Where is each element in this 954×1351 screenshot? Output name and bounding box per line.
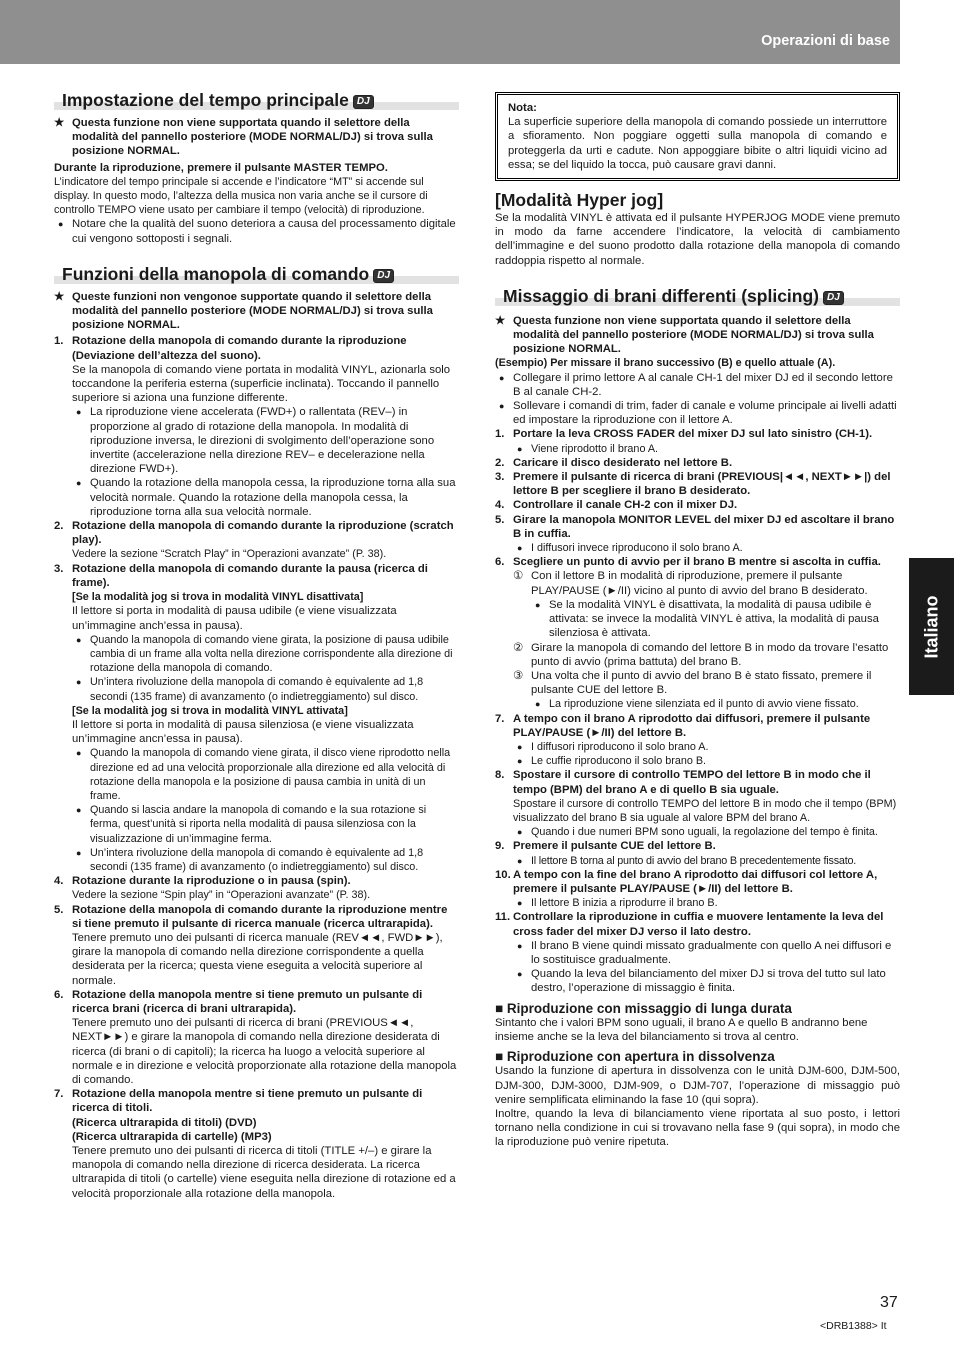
- step-8: 8. Spostare il cursore di controllo TEMPO del lettore B in modo che il tempo (BPM) del brano A e di quello B sia uguale.: [495, 769, 871, 796]
- subheading: (Ricerca ultrarapida di titoli) (DVD): [72, 1116, 257, 1129]
- paragraph: Sintanto che i valori BPM sono uguali, il brano A e quello B andranno bene insieme anche se la leva del bilanciamento si trova al centro.: [495, 1016, 868, 1043]
- paragraph: Se la manopola di comando viene portata in modalità VINYL, azionarla solo toccandone la periferia esterna (superficie inclinata). Toccando il pannello superiore si aziona una funzione differente.: [72, 363, 451, 405]
- bullet: ● La riproduzione viene silenziata ed il punto di avvio viene fissato.: [495, 697, 900, 711]
- paragraph: L’indicatore del tempo principale si accende e l’indicatore “MT” si accende sul display. In questo modo, l’altezza della musica non varia anche se il cursore di controllo TEMPO viene usato per cambiare il tempo (velocità) di riproduzione.: [54, 175, 428, 217]
- dj-mode-icon: DJ: [823, 291, 844, 305]
- paragraph: Inoltre, quando la leva di bilanciamento viene riportata al suo posto, i lettori tornano nella condizione in cui si trovavano nella fase 9 (qui sopra), in modo che la riproduzione può venire ripetuta.: [495, 1108, 900, 1149]
- bullet: ● Quando la manopola di comando viene girata, il disco viene riprodotto nella direzione ed ad una velocità proporzionale alla direzione ed alla velocità di rotazione della manopola e la posizione di pausa cambia in unità di un frame.: [54, 746, 459, 803]
- right-column: [495, 92, 900, 1150]
- bullet: ● Quando si lascia andare la manopola di comando e la sua rotazione si ferma, quest’unità si riporta nella modalità di pausa silenziosa con la visualizzazione di un’immagine ferma.: [54, 803, 459, 846]
- paragraph: Tenere premuto uno dei pulsanti di ricerca di titoli (TITLE +/–) e girare la manopola di comando nella direzione di ricerca desiderata. La ricerca ultrarapida di titoli (o cartelle) viene eseguita nella direzione di rotazione ed a velocità proporzionale alla rotazione della manopola.: [72, 1145, 456, 1200]
- subheading-long-mix: ■ Riproduzione con missaggio di lunga durata: [495, 1002, 900, 1016]
- paragraph: Tenere premuto uno dei pulsanti di ricerca di brani (PREVIOUS◄◄, NEXT►►) e girare la manopola di comando nella direzione desiderata di ricerca (di brani o di capitoli); la ricerca ha luogo a velocità superiore al normale e in direzione e velocità proporzionate alla rotazione della manopola di comando.: [72, 1017, 457, 1086]
- page-number: 37: [880, 1294, 898, 1311]
- subheading: (Ricerca ultrarapida di cartelle) (MP3): [72, 1130, 272, 1143]
- substep-3: ③ Una volta che il punto di avvio del brano B è stato fissato, premere il pulsante CUE del lettore B.: [513, 669, 872, 697]
- section-title: Operazioni di base: [761, 33, 890, 49]
- bullet: ● Viene riprodotto il brano A.: [495, 442, 900, 456]
- bullet: ● Notare che la qualità del suono deteriora a causa del processamento digitale cui vengono sottoposti i segnali.: [54, 217, 459, 245]
- step-5: 5. Girare la manopola MONITOR LEVEL del mixer DJ ed ascoltare il brano B in cuffia.: [495, 513, 895, 540]
- bullet: ● Un’intera rivoluzione della manopola di comando è equivalente ad 1,8 secondi (135 frame) di avanzamento (o indietreggiamento) sul disco.: [54, 846, 459, 874]
- step-2: 2. Caricare il disco desiderato nel lettore B.: [495, 456, 733, 469]
- bullet: ● Quando la rotazione della manopola cessa, la riproduzione torna alla sua velocità normale. Quando la rotazione della manopola cessa, la riproduzione torna alla sua velocità normale.: [54, 476, 459, 519]
- paragraph: Se la modalità VINYL è attivata ed il pulsante HYPERJOG MODE viene premuto in modo da farne accendere l’indicatore, la velocità di cambiamento dell’immagine e del suono prodotto dalla rotazione della manopola di comando raddoppia rispetto al normale.: [495, 212, 900, 267]
- bullet: ● Il lettore B inizia a riprodurre il brano B.: [495, 896, 900, 910]
- dj-mode-icon: DJ: [353, 95, 374, 109]
- step-2: 2. Rotazione della manopola di comando durante la riproduzione (scratch play).: [54, 520, 454, 547]
- bullet: ● La riproduzione viene accelerata (FWD+) o rallentata (REV–) in proporzione al grado di rotazione della manopola. In modalità di riproduzione inversa, le direzioni di svolgimento dell’operazione sono invertite (accelerazione nella direzione REV– e decelerazione nella direzione FWD+).: [54, 405, 459, 476]
- header-bar: [0, 0, 900, 64]
- step-5: 5. Rotazione della manopola di comando durante la riproduzione mentre si tiene premuto il pulsante di ricerca manuale (ricerca ultrarapida).: [54, 903, 448, 930]
- bullet: ● Il brano B viene quindi missato gradualmente con quello A nei diffusori e lo sostituisce gradualmente.: [495, 939, 900, 967]
- subheading: [Se la modalità jog si trova in modalità VINYL disattivata]: [72, 591, 364, 604]
- left-column: [54, 86, 459, 1201]
- bullet: ● Se la modalità VINYL è disattivata, la modalità di pausa udibile è attivata: se invece la modalità VINYL è attiva, la modalità di pausa silenziosa è attivata.: [495, 598, 900, 641]
- step-7: 7. Rotazione della manopola mentre si tiene premuto un pulsante di ricerca di titoli.: [54, 1088, 423, 1115]
- note-star: ★ Queste funzioni non vengonoe supportate quando il selettore della modalità del pannello posteriore (MODE NORMAL/DJ) si trova sulla posizione NORMAL.: [54, 290, 459, 333]
- substep-2: ② Girare la manopola di comando del lettore B in modo da trovare l’esatto punto di avvio (prima battuta) del brano B.: [513, 641, 889, 668]
- step-4: 4. Controllare il canale CH-2 con il mixer DJ.: [495, 499, 738, 512]
- step-6: 6. Scegliere un punto di avvio per il brano B mentre si ascolta in cuffia.: [495, 556, 881, 569]
- note-box: [495, 92, 900, 181]
- heading-jog-dial: Funzioni della manopola di comando DJ: [54, 260, 459, 284]
- step-6: 6. Rotazione della manopola mentre si tiene premuto un pulsante di ricerca brani (ricerca di brani ultrarapida).: [54, 988, 423, 1015]
- paragraph: Usando la funzione di apertura in dissolvenza con le unità DJM-600, DJM-500, DJM-300, DJM-3000, DJM-909, o DJM-707, l’operazione di missaggio può venire semplificata eliminando la fase 10 (qui sopra).: [495, 1065, 900, 1106]
- step-4: 4. Rotazione durante la riproduzione o in pausa (spin).: [54, 875, 351, 888]
- step-7: 7. A tempo con il brano A riprodotto dai diffusori, premere il pulsante PLAY/PAUSE (►/II) del lettore B.: [495, 712, 871, 739]
- heading-splicing: Missaggio di brani differenti (splicing) DJ: [495, 282, 900, 306]
- step-3: 3. Premere il pulsante di ricerca di brani (PREVIOUS|◄◄, NEXT►►|) del lettore B per scegliere il brano B desiderato.: [495, 471, 891, 498]
- step-3: 3. Rotazione della manopola di comando durante la pausa (ricerca di frame).: [54, 562, 428, 589]
- language-tab: [909, 558, 954, 695]
- note-title: Nota:: [508, 102, 537, 114]
- substep-1: ① Con il lettore B in modalità di riproduzione, premere il pulsante PLAY/PAUSE (►/II) vicino al punto di avvio del brano B desiderato.: [513, 570, 868, 597]
- paragraph: Tenere premuto uno dei pulsanti di ricerca manuale (REV◄◄, FWD►►), girare la manopola di comando nella direzione corrispondente a quella desiderata per la ricerca; questa viene eseguita a velocità superiore al normale.: [72, 931, 443, 987]
- bullet: ● Quando i due numeri BPM sono uguali, la regolazione del tempo è finita.: [495, 825, 900, 839]
- step-9: 9. Premere il pulsante CUE del lettore B.: [495, 840, 716, 853]
- bullet: ● Le cuffie riproducono il solo brano B.: [495, 754, 900, 768]
- bullet: ● Un’intera rivoluzione della manopola di comando è equivalente ad 1,8 secondi (135 frame) di avanzamento (o indietreggiamento) sul disco.: [54, 675, 459, 703]
- step-1: 1. Portare la leva CROSS FADER del mixer DJ sul lato sinistro (CH-1).: [495, 428, 873, 441]
- bullet: ● I diffusori riproducono il solo brano A.: [495, 740, 900, 754]
- note-star: ★ Questa funzione non viene supportata quando il selettore della modalità del pannello posteriore (MODE NORMAL/DJ) si trova sulla posizione NORMAL.: [495, 314, 900, 357]
- bullet: ● Quando la manopola di comando viene girata, la posizione di pausa udibile cambia di un frame alla volta nella direzione corrispondente alla direzione di rotazione della manopola di comando.: [54, 633, 459, 676]
- bullet: ● Il lettore B torna al punto di avvio del brano B precedentemente fissato.: [495, 854, 900, 868]
- bullet: ● Quando la leva del bilanciamento del mixer DJ si trova del tutto sul lato destro, l’operazione di missaggio è finita.: [495, 967, 900, 995]
- bullet: ● Sollevare i comandi di trim, fader di canale e volume principale ai livelli adatti ed impostare la riproduzione con il lettore A.: [495, 399, 900, 427]
- note-star: ★ Questa funzione non viene supportata quando il selettore della modalità del pannello posteriore (MODE NORMAL/DJ) si trova sulla posizione NORMAL.: [54, 116, 459, 159]
- step-10: 10. A tempo con la fine del brano A riprodotto dai diffusori col lettore A, premere il pulsante PLAY/PAUSE (►/II) del lettore B.: [495, 868, 878, 895]
- subheading: [Se la modalità jog si trova in modalità VINYL attivata]: [72, 704, 348, 717]
- heading-master-tempo: Impostazione del tempo principale DJ: [54, 86, 459, 110]
- step-1: 1. Rotazione della manopola di comando durante la riproduzione (Deviazione dell’altezza del suono).: [54, 335, 407, 362]
- example: (Esempio) Per missare il brano successivo (B) e quello attuale (A).: [495, 357, 836, 370]
- step-11: 11. Controllare la riproduzione in cuffia e muovere lentamente la leva del cross fader del mixer DJ verso il lato destro.: [495, 911, 884, 938]
- subheading-fader-start: ■ Riproduzione con apertura in dissolvenza: [495, 1050, 900, 1064]
- note-body: La superficie superiore della manopola di comando possiede un interruttore a sfioramento. Non poggiare oggetti sulla manopola di comando e proteggerla da urti e cadute. Non appoggiare bibite o altri liquidi vicino ad essa; se del liquido la tocca, può causare gravi danni.: [508, 116, 887, 171]
- instruction: Durante la riproduzione, premere il pulsante MASTER TEMPO.: [54, 161, 388, 174]
- bullet: ● Collegare il primo lettore A al canale CH-1 del mixer DJ ed il secondo lettore B al canale CH-2.: [495, 371, 900, 399]
- language-label: Italiano: [921, 594, 941, 659]
- dj-mode-icon: DJ: [373, 269, 394, 283]
- heading-hyper-jog: [Modalità Hyper jog]: [495, 190, 664, 211]
- paragraph: Il lettore si porta in modalità di pausa udibile (e viene visualizzata un’immagine anch’essa in pausa).: [72, 605, 397, 632]
- paragraph: Vedere la sezione “Scratch Play” in “Operazioni avanzate” (P. 38).: [72, 548, 387, 561]
- document-code: <DRB1388> It: [820, 1320, 887, 1332]
- paragraph: Spostare il cursore di controllo TEMPO del lettore B in modo che il tempo (BPM) visualizzato del brano B sia uguale al valore BPM del brano A.: [513, 797, 897, 824]
- bullet: ● I diffusori invece riproducono il solo brano A.: [495, 541, 900, 555]
- paragraph: Il lettore si porta in modalità di pausa silenziosa (e viene visualizzata un’immagine ancn’essa in pausa).: [72, 718, 414, 746]
- paragraph: Vedere la sezione “Spin play” in “Operazioni avanzate” (P. 38).: [72, 889, 371, 902]
